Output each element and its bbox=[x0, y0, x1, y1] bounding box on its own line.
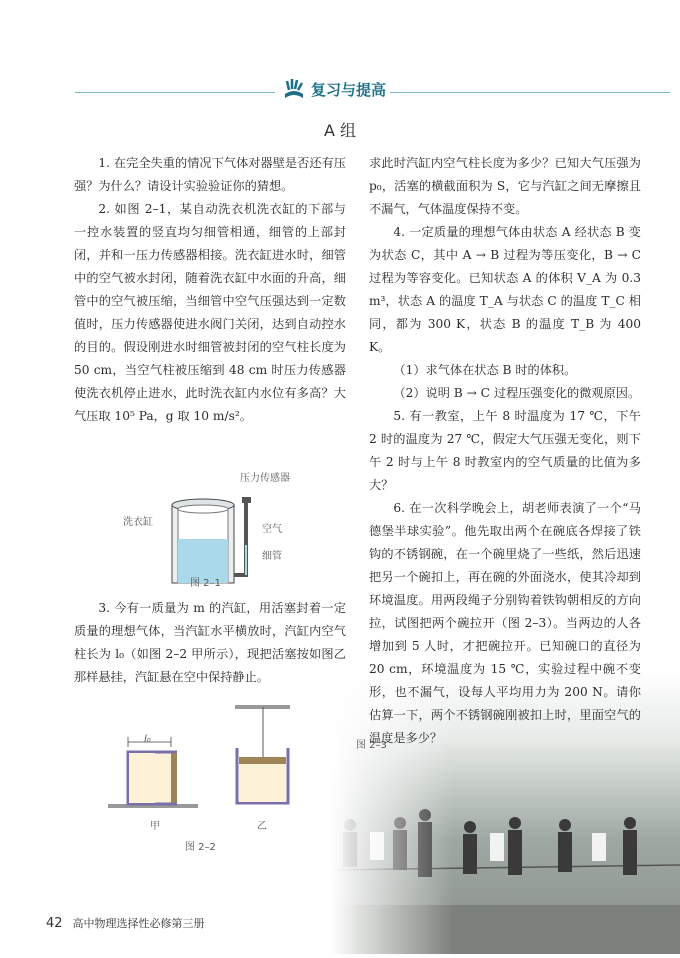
fig-2-2-label-a: 甲 bbox=[150, 821, 160, 832]
problem-4-part-2: （2）说明 B → C 过程压强变化的微观原因。 bbox=[393, 386, 641, 400]
page-footer bbox=[46, 915, 205, 931]
figure-2-2-cylinders bbox=[108, 700, 298, 820]
fig-2-1-label-tub: 洗衣缸 bbox=[123, 517, 153, 528]
header-rule-right bbox=[390, 92, 670, 93]
header-rule-left bbox=[75, 92, 275, 93]
fig-2-1-caption: 图 2–1 bbox=[190, 578, 221, 589]
left-column bbox=[74, 152, 346, 428]
page-number: 42 bbox=[46, 916, 63, 931]
right-column bbox=[369, 152, 641, 750]
fig-2-1-label-tube: 细管 bbox=[262, 551, 282, 562]
problem-4-part-1: （1）求气体在状态 B 时的体积。 bbox=[393, 363, 577, 377]
section-header bbox=[283, 78, 386, 100]
problem-2: 2. 如图 2–1，某自动洗衣机洗衣缸的下部与一控水装置的竖直均匀细管相通，细管的上部封闭，并和一压力传感器相接。洗衣缸进水时，细管中的空气被水封闭，随着洗衣缸中水面的升高，细管中的空气被压缩，当细管中空气压强达到一定数值时，压力传感器使进水阀门关闭，达到自动控水的目的。假设刚进水时细管被封闭的空气柱长度为 50 cm，当空气柱被压缩到 48 cm 时压力传感器使洗衣机停止进水，此时洗衣缸内水位有多高？大气压取 10⁵ Pa，g 取 10 m/s²。 bbox=[74, 202, 346, 423]
problem-6: 6. 在一次科学晚会上，胡老师表演了一个“马德堡半球实验”。他先取出两个在碗底各焊接了铁钩的不锈钢碗，在一个碗里烧了一些纸，然后迅速把另一个碗扣上，再在碗的外面浇水，使其冷却到环境温度。用两段绳子分别钩着铁钩朝相反的方向拉，试图把两个碗拉开（图 2–3）。当两边的人各增加到 5 人时，才把碗拉开。已知碗口的直径为 20 cm，环境温度为 15 ℃，实验过程中碗不变形，也不漏气，设每人平均用力为 200 N。请你估算一下，两个不锈钢碗刚被扣上时，里面空气的温度是多少？ bbox=[369, 501, 641, 745]
sun-wave-logo-icon bbox=[283, 78, 305, 100]
section-title: 复习与提高 bbox=[311, 80, 387, 99]
fig-2-2-dim-label: l₀ bbox=[144, 734, 151, 745]
fig-2-2-label-b: 乙 bbox=[257, 821, 267, 832]
problem-3: 3. 今有一质量为 m 的汽缸，用活塞封着一定质量的理想气体，当汽缸水平横放时，汽缸内空气柱长为 l₀（如图 2–2 甲所示），现把活塞按如图乙那样悬挂，汽缸悬在空中保持静止。 bbox=[74, 601, 346, 684]
problem-1: 1. 在完全失重的情况下气体对器壁是否还有压强？为什么？请设计实验验证你的猜想。 bbox=[74, 156, 346, 193]
book-title: 高中物理选择性必修第三册 bbox=[72, 917, 205, 930]
problem-3-continued: 求此时汽缸内空气柱长度为多少？已知大气压强为 p₀，活塞的横截面积为 S，它与汽缸之间无摩擦且不漏气，气体温度保持不变。 bbox=[369, 156, 641, 216]
fig-2-2-caption: 图 2–2 bbox=[185, 842, 216, 853]
problem-5: 5. 有一教室，上午 8 时温度为 17 ℃，下午 2 时的温度为 27 ℃，假定大气压强无变化，则下午 2 时与上午 8 时教室内的空气质量的比值为多大？ bbox=[369, 409, 641, 492]
fig-2-1-label-air: 空气 bbox=[262, 524, 282, 535]
fig-2-1-label-sensor: 压力传感器 bbox=[240, 473, 290, 484]
fig-2-3-caption: 图 2–3 bbox=[356, 740, 387, 751]
group-title: A 组 bbox=[323, 121, 357, 140]
problem-4: 4. 一定质量的理想气体由状态 A 经状态 B 变为状态 C，其中 A → B 过程为等压变化，B → C 过程为等容变化。已知状态 A 的体积 V_A 为 0.3 m³，状态 A 的温度 T_A 与状态 C 的温度 T_C 相同，都为 300 K，状态 B 的温度 T_B 为 400 K。 bbox=[369, 225, 641, 354]
left-column-lower bbox=[74, 597, 346, 689]
